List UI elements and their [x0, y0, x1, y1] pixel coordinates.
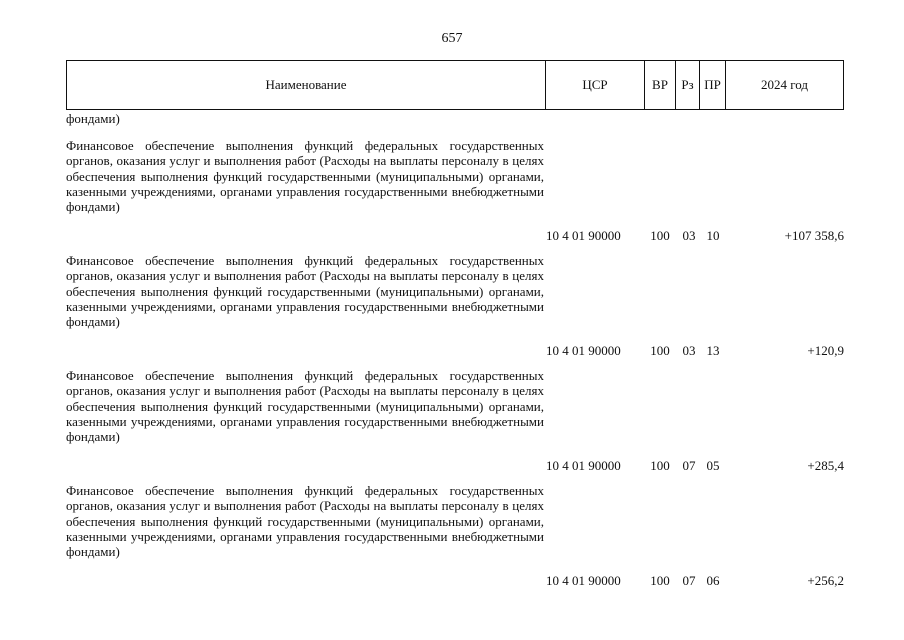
row-name: Финансовое обеспечение выполнения функций федеральных государственных органов, оказания услуг и выполнения работ (Расходы на выплаты персоналу в целях обеспечения выполнения функций государственными (муниципальными) органами, казенными учреждениями, органами управления государственными внебюджетными фондами) [66, 138, 544, 215]
row-csr: 10 4 01 90000 [546, 573, 621, 588]
page-number: 657 [441, 31, 463, 46]
row-rz: 03 [682, 343, 696, 358]
row-pr: 06 [706, 573, 720, 588]
row-amount: +107 358,6 [784, 228, 844, 243]
table-header [66, 60, 844, 110]
table-row [66, 138, 846, 243]
table-row [66, 483, 846, 588]
row-csr: 10 4 01 90000 [546, 458, 621, 473]
row-amount: +120,9 [807, 343, 844, 358]
header-rz: Рз [676, 61, 700, 110]
row-amount: +285,4 [807, 458, 844, 473]
row-amount: +256,2 [807, 573, 844, 588]
header-vr: ВР [645, 61, 676, 110]
header-year: 2024 год [726, 61, 844, 110]
row-csr: 10 4 01 90000 [546, 228, 621, 243]
row-vr: 100 [650, 343, 670, 358]
continuation-text: фондами) [66, 111, 120, 126]
row-csr: 10 4 01 90000 [546, 343, 621, 358]
table-row [66, 368, 846, 473]
row-name: Финансовое обеспечение выполнения функций федеральных государственных органов, оказания услуг и выполнения работ (Расходы на выплаты персоналу в целях обеспечения выполнения функций государственными (муниципальными) органами, казенными учреждениями, органами управления государственными внебюджетными фондами) [66, 368, 544, 445]
row-pr: 10 [706, 228, 720, 243]
header-pr: ПР [700, 61, 726, 110]
row-pr: 13 [706, 343, 720, 358]
row-vr: 100 [650, 458, 670, 473]
row-rz: 07 [682, 458, 696, 473]
row-pr: 05 [706, 458, 720, 473]
row-rz: 07 [682, 573, 696, 588]
row-name: Финансовое обеспечение выполнения функций федеральных государственных органов, оказания услуг и выполнения работ (Расходы на выплаты персоналу в целях обеспечения выполнения функций государственными (муниципальными) органами, казенными учреждениями, органами управления государственными внебюджетными фондами) [66, 483, 544, 560]
row-vr: 100 [650, 228, 670, 243]
row-vr: 100 [650, 573, 670, 588]
table-row [66, 253, 846, 358]
row-rz: 03 [682, 228, 696, 243]
header-name: Наименование [67, 61, 546, 110]
header-csr: ЦСР [546, 61, 645, 110]
row-name: Финансовое обеспечение выполнения функций федеральных государственных органов, оказания услуг и выполнения работ (Расходы на выплаты персоналу в целях обеспечения выполнения функций государственными (муниципальными) органами, казенными учреждениями, органами управления государственными внебюджетными фондами) [66, 253, 544, 330]
